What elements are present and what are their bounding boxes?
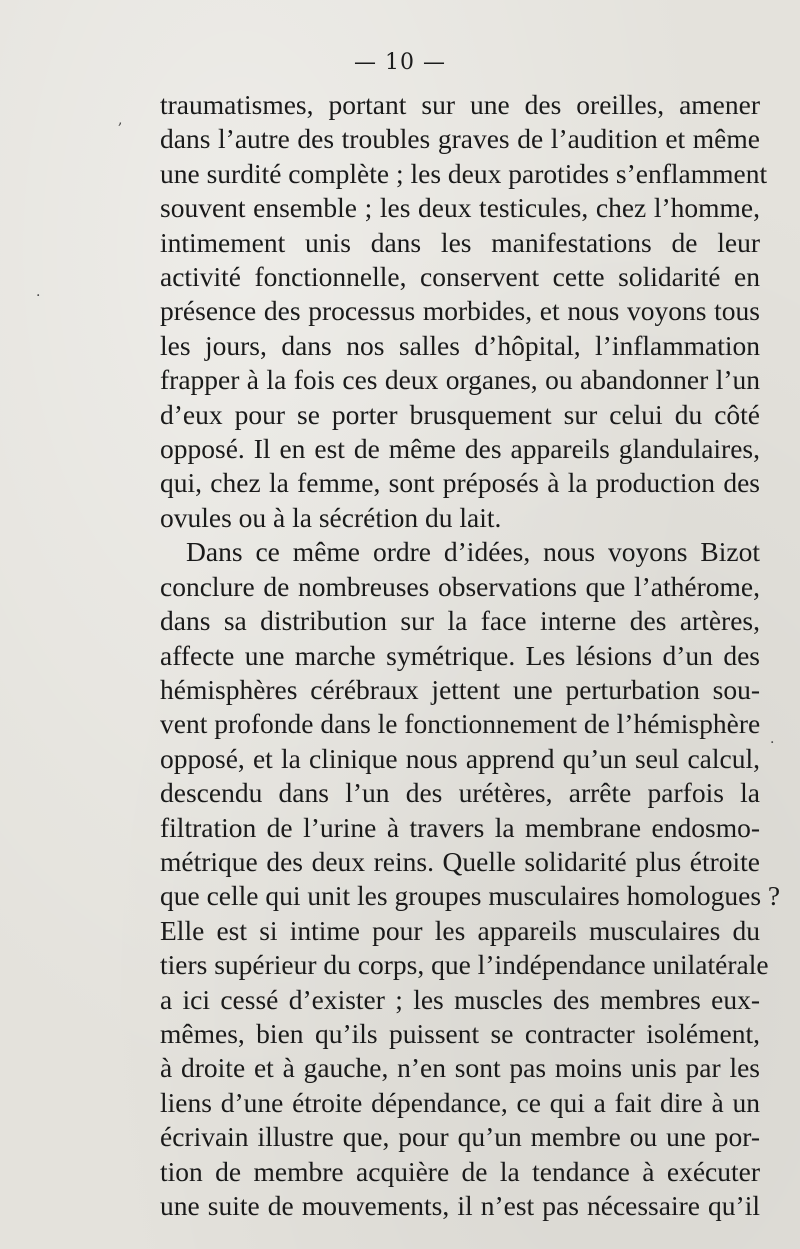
text-line: dans l’autre des troubles graves de l’audition et même xyxy=(160,123,760,155)
text-line: liens d’une étroite dépendance, ce qui a fait dire à un xyxy=(160,1086,760,1118)
text-line: d’eux pour se porter brusquement sur celui du côté xyxy=(160,398,760,430)
text-line: conclure de nombreuses observations que l’athérome, xyxy=(160,570,760,602)
text-line: qui, chez la femme, sont préposés à la production des xyxy=(160,467,760,499)
margin-speck: · xyxy=(770,735,775,751)
text-line: mêmes, bien qu’ils puissent se contracter isolément, xyxy=(160,1017,760,1049)
text-line: filtration de l’urine à travers la membrane endosmo- xyxy=(160,811,760,843)
text-line: opposé. Il en est de même des appareils glandulaires, xyxy=(160,433,760,465)
text-line: tiers supérieur du corps, que l’indépendance unilatérale xyxy=(160,949,769,981)
text-line: dans sa distribution sur la face interne des artères, xyxy=(160,605,760,637)
text-line: vent profonde dans le fonctionnement de l’hémisphère xyxy=(160,708,761,740)
text-line: a ici cessé d’exister ; les muscles des membres eux- xyxy=(160,983,760,1015)
text-line: une suite de mouvements, il n’est pas nécessaire qu’il xyxy=(160,1190,760,1221)
text-line: descendu dans l’un des urétères, arrête parfois la xyxy=(160,777,760,809)
page-number: — 10 — xyxy=(354,50,446,75)
text-line: les jours, dans nos salles d’hôpital, l’inflammation xyxy=(160,329,760,361)
text-line: activité fonctionnelle, conservent cette solidarité en xyxy=(160,261,760,293)
text-line: métrique des deux reins. Quelle solidarité plus étroite xyxy=(160,845,760,877)
text-line: écrivain illustre que, pour qu’un membre ou une por- xyxy=(160,1121,760,1153)
text-line: affecte une marche symétrique. Les lésions d’un des xyxy=(160,639,760,671)
body-text xyxy=(160,88,781,1223)
text-line: une surdité complète ; les deux parotides s’enflamment xyxy=(160,157,768,189)
text-line: hémisphères cérébraux jettent une perturbation sou- xyxy=(160,673,760,705)
text-line: tion de membre acquière de la tendance à exécuter xyxy=(160,1155,760,1187)
text-line: que celle qui unit les groupes musculaires homologues ? xyxy=(160,880,781,912)
text-line: Elle est si intime pour les appareils musculaires du xyxy=(160,914,760,946)
text-line: opposé, et la clinique nous apprend qu’un seul calcul, xyxy=(160,742,760,774)
text-line: à droite et à gauche, n’en sont pas moins unis par les xyxy=(160,1052,760,1084)
margin-speck: , xyxy=(118,112,123,128)
text-line: souvent ensemble ; les deux testicules, chez l’homme, xyxy=(160,192,760,224)
text-line: Dans ce même ordre d’idées, nous voyons Bizot xyxy=(186,536,760,568)
margin-speck: · xyxy=(36,288,41,304)
text-line: intimement unis dans les manifestations de leur xyxy=(160,226,760,258)
text-line: traumatismes, portant sur une des oreilles, amener xyxy=(160,89,760,120)
text-line: présence des processus morbides, et nous voyons tous xyxy=(160,295,760,327)
text-line: frapper à la fois ces deux organes, ou abandonner l’un xyxy=(160,364,760,396)
text-line: ovules ou à la sécrétion du lait. xyxy=(160,501,502,533)
